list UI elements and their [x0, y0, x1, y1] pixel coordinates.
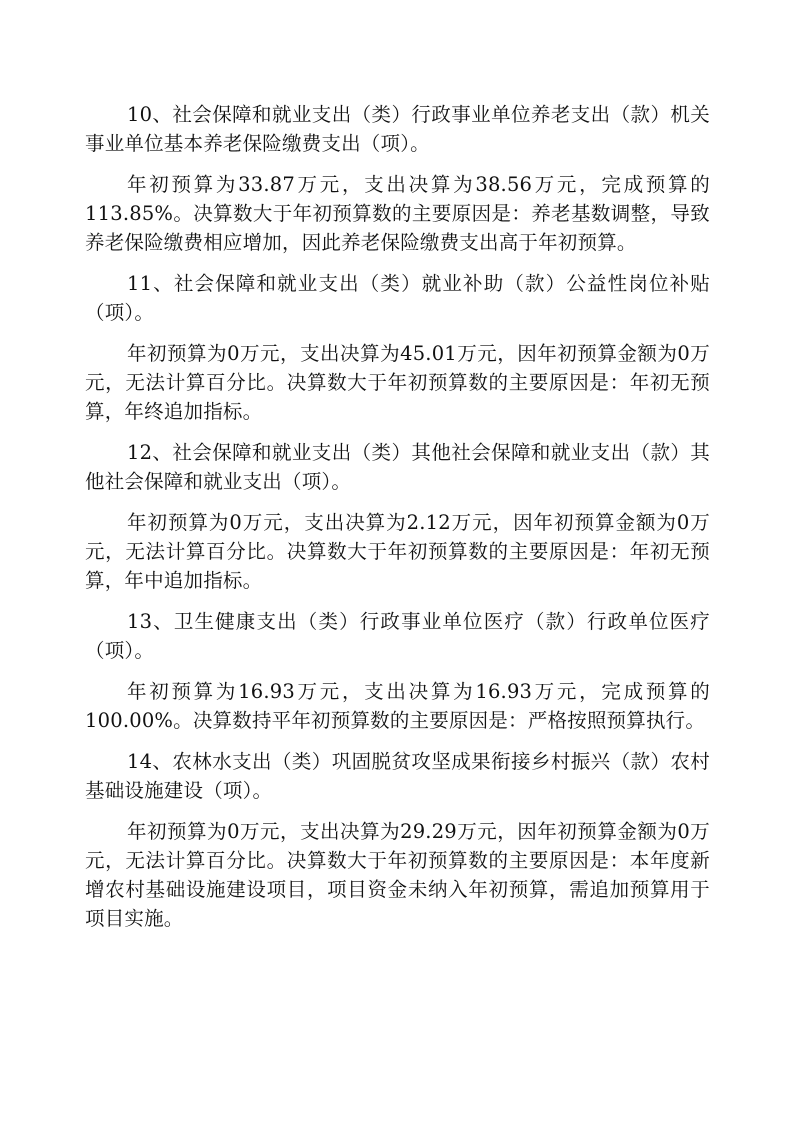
document-body	[85, 100, 710, 945]
item-14-detail: 年初预算为0万元，支出决算为29.29万元，因年初预算金额为0万元，无法计算百分比。决算数大于年初预算数的主要原因是：本年度新增农村基础设施建设项目，项目资金未纳入年初预算，需追加预算用于项目实施。	[85, 820, 710, 930]
item-11-detail: 年初预算为0万元，支出决算为45.01万元，因年初预算金额为0万元，无法计算百分比。决算数大于年初预算数的主要原因是：年初无预算，年终追加指标。	[85, 342, 710, 423]
item-12-detail: 年初预算为0万元，支出决算为2.12万元，因年初预算金额为0万元，无法计算百分比。决算数大于年初预算数的主要原因是：年初无预算，年中追加指标。	[85, 511, 710, 592]
item-12-heading: 12、社会保障和就业支出（类）其他社会保障和就业支出（款）其他社会保障和就业支出（项）。	[85, 441, 710, 493]
item-14-heading: 14、农林水支出（类）巩固脱贫攻坚成果衔接乡村振兴（款）农村基础设施建设（项）。	[85, 750, 710, 802]
item-13-heading: 13、卫生健康支出（类）行政事业单位医疗（款）行政单位医疗（项）。	[85, 610, 710, 662]
item-11-heading: 11、社会保障和就业支出（类）就业补助（款）公益性岗位补贴（项）。	[85, 272, 710, 324]
item-10-detail: 年初预算为33.87万元，支出决算为38.56万元，完成预算的113.85%。决算数大于年初预算数的主要原因是：养老基数调整，导致养老保险缴费相应增加，因此养老保险缴费支出高于年初预算。	[85, 173, 710, 254]
item-10-heading: 10、社会保障和就业支出（类）行政事业单位养老支出（款）机关事业单位基本养老保险缴费支出（项）。	[85, 103, 710, 155]
item-13-detail: 年初预算为16.93万元，支出决算为16.93万元，完成预算的100.00%。决算数持平年初预算数的主要原因是：严格按照预算执行。	[85, 680, 710, 732]
